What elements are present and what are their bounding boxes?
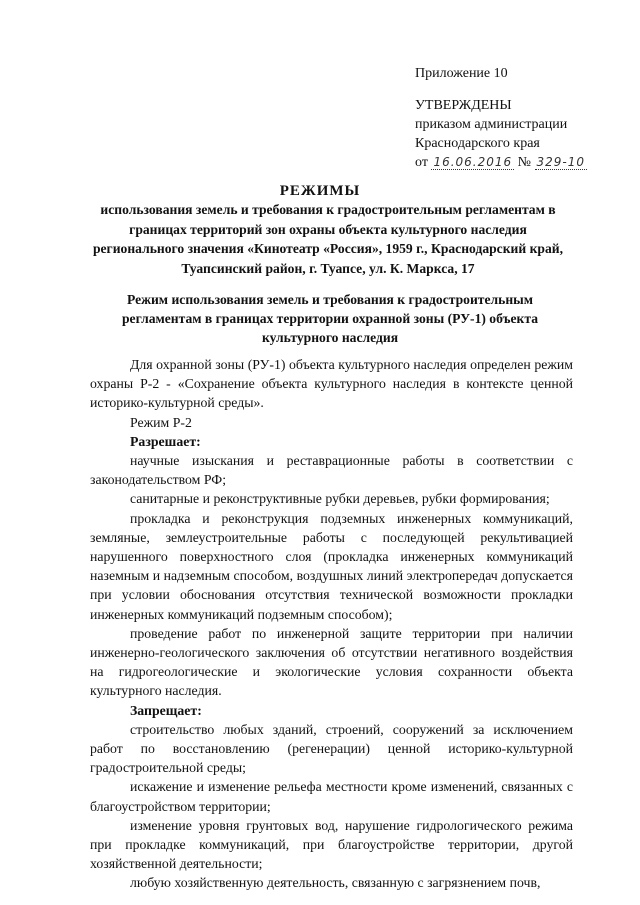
approval-line-1: приказом администрации	[415, 117, 568, 132]
number-sign: №	[517, 155, 532, 170]
approved-heading: УТВЕРЖДЕНЫ	[415, 98, 512, 113]
appendix-number: Приложение 10	[415, 66, 508, 81]
document-body	[90, 355, 573, 893]
allows-heading: Разрешает:	[130, 433, 201, 449]
forbids-item: искажение и изменение рельефа местности кроме изменений, связанных с благоустройством территории;	[90, 779, 573, 814]
forbids-item: строительство любых зданий, строений, сооружений за исключением работ по восстановлению (регенерации) ценной историко-культурной градостроительной среды;	[90, 721, 573, 776]
handwritten-number: 329-10	[536, 155, 586, 169]
forbids-item: изменение уровня грунтовых вод, нарушение гидрологического режима при прокладке коммуникаций, при благоустройстве территории, другой хозяйственной деятельности;	[90, 817, 573, 872]
allows-item: санитарные и реконструктивные рубки деревьев, рубки формирования;	[130, 491, 550, 507]
forbids-item: любую хозяйственную деятельность, связанную с загрязнением почв,	[130, 875, 541, 891]
document-title: РЕЖИМЫ	[279, 183, 361, 199]
intro-paragraph: Для охранной зоны (РУ-1) объекта культурного наследия определен режим охраны Р-2 - «Сохранение объекта культурного наследия в контексте ценной историко-культурной среды».	[90, 357, 573, 411]
approval-block	[415, 64, 630, 172]
allows-item: проведение работ по инженерной защите территории при наличии инженерно-геологического заключения об отсутствии негативного воздействия на гидрогеологические и экологические условия сохранности объекта культурного наследия.	[90, 625, 573, 699]
date-prefix: от	[415, 155, 428, 170]
regime-label: Режим Р-2	[130, 414, 192, 430]
section-title: Режим использования земель и требования к градостроительным регламентам в границах территории охранной зоны (РУ-1) объекта культурного наследия	[122, 292, 538, 345]
allows-item: прокладка и реконструкция подземных инженерных коммуникаций, земляные, землеустроительные работы с последующей рекультивацией нарушенного поверхностного слоя (прокладка инженерных коммуникаций наземным и надземным способом, воздушных линий электропередач допускается при условии обоснования отсутствия технической возможности прокладки инженерных коммуникаций подземным способом);	[90, 510, 573, 622]
document-subtitle: использования земель и требования к градостроительным регламентам в границах территорий зон охраны объекта культурного наследия регионального значения «Кинотеатр «Россия», 1959 г., Краснодарский край, Туапсинский район, г. Туапсе, ул. К. Маркса, 17	[92, 202, 564, 276]
forbids-heading: Запрещает:	[130, 702, 202, 718]
approval-date-line	[415, 153, 630, 172]
allows-item: научные изыскания и реставрационные работы в соответствии с законодательством РФ;	[90, 453, 573, 488]
approval-line-2: Краснодарского края	[415, 136, 540, 151]
handwritten-date: 16.06.2016	[433, 155, 513, 169]
